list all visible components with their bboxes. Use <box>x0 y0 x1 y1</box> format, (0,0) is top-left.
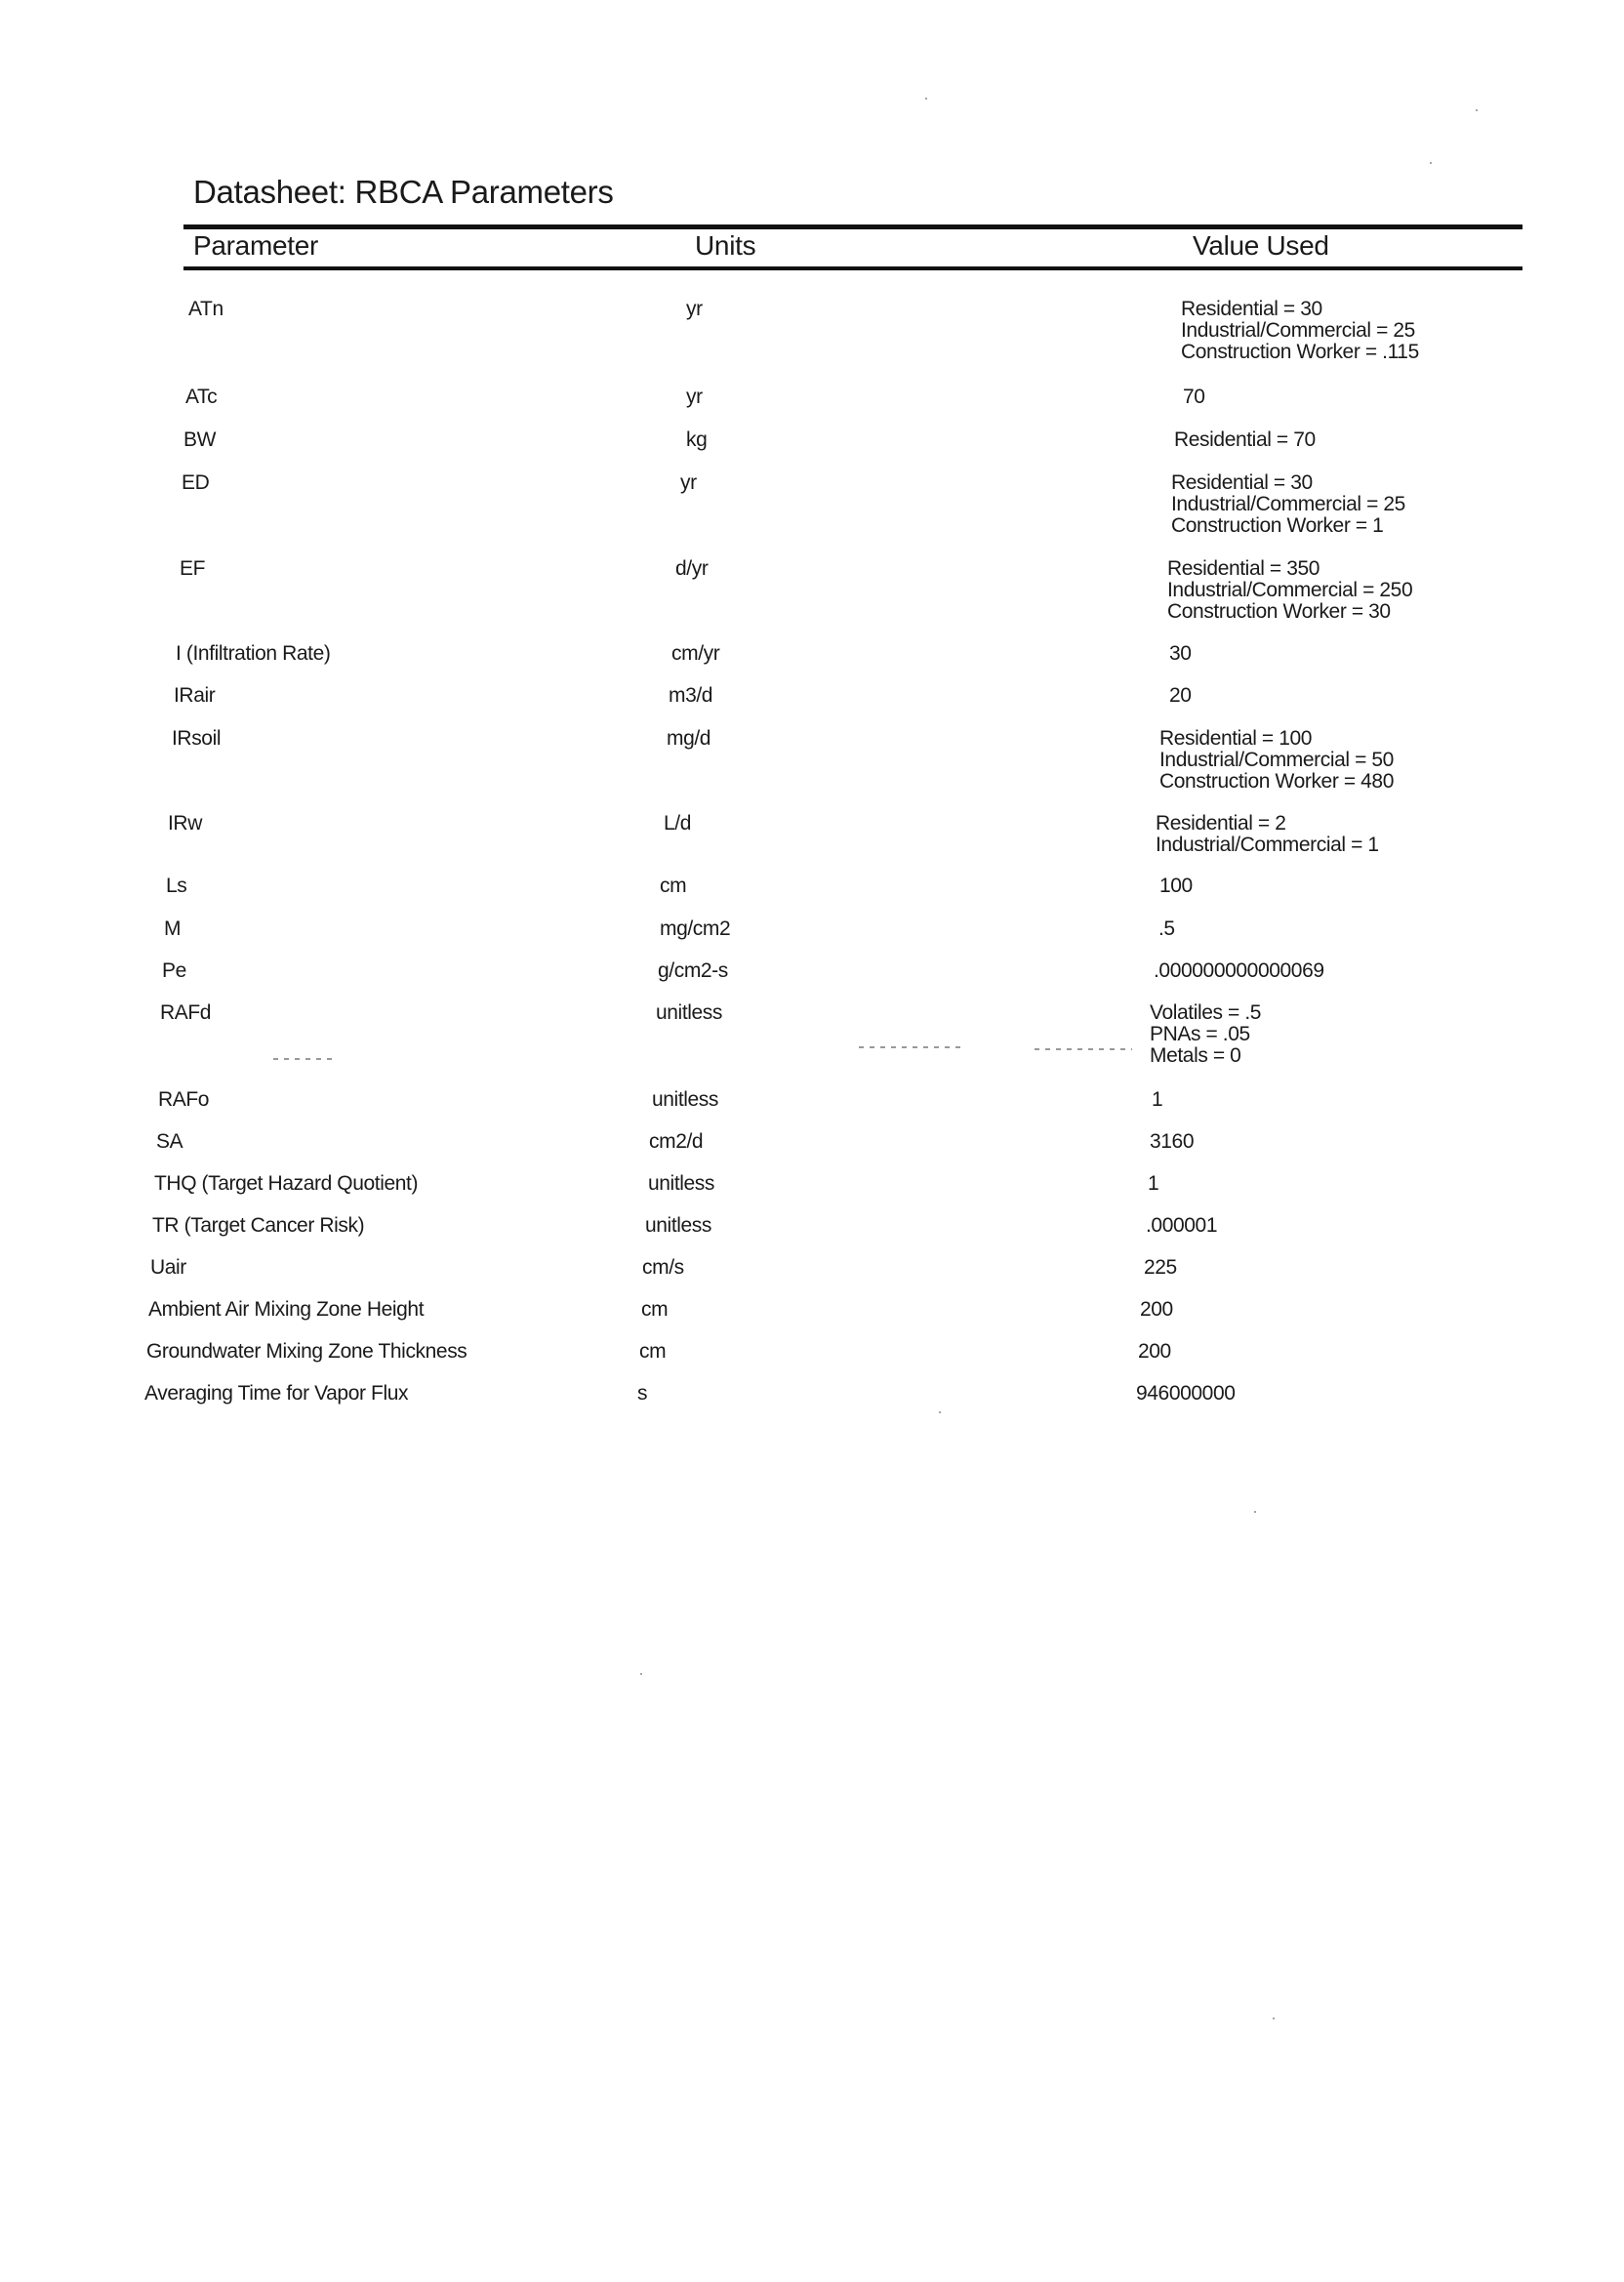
parameter-cell: Pe <box>162 959 186 982</box>
parameter-cell: TR (Target Cancer Risk) <box>152 1214 365 1237</box>
parameter-cell: Ls <box>166 875 187 897</box>
value-cell <box>1167 558 1412 623</box>
column-header-units: Units <box>695 230 756 261</box>
parameter-cell: I (Infiltration Rate) <box>176 642 331 665</box>
value-line: Construction Worker = 1 <box>1171 514 1384 537</box>
scan-speck <box>1476 109 1478 111</box>
value-cell <box>1159 728 1394 793</box>
page-title: Datasheet: RBCA Parameters <box>193 174 614 210</box>
parameter-cell: Uair <box>150 1256 186 1279</box>
units-cell: cm <box>639 1340 667 1363</box>
value-line: Industrial/Commercial = 50 <box>1159 749 1394 771</box>
scan-smudge <box>859 1046 966 1048</box>
value-line: Residential = 70 <box>1174 428 1316 451</box>
value-cell <box>1169 643 1192 665</box>
units-cell: yr <box>686 386 703 408</box>
header-rule-bottom <box>183 266 1522 270</box>
value-cell <box>1154 960 1324 982</box>
value-cell <box>1181 299 1419 363</box>
parameter-cell: THQ (Target Hazard Quotient) <box>154 1172 419 1195</box>
parameter-cell: Averaging Time for Vapor Flux <box>144 1382 409 1405</box>
column-header-value: Value Used <box>1193 230 1329 261</box>
value-line: Residential = 30 <box>1181 298 1322 320</box>
value-line: .000001 <box>1146 1214 1218 1237</box>
value-line: 1 <box>1148 1172 1159 1195</box>
scan-speck <box>1430 162 1432 164</box>
value-cell <box>1148 1173 1158 1195</box>
value-line: Residential = 30 <box>1171 471 1313 494</box>
value-cell <box>1146 1215 1217 1237</box>
value-line: 946000000 <box>1136 1382 1236 1405</box>
value-line: Residential = 100 <box>1159 727 1313 750</box>
units-cell: yr <box>686 298 703 320</box>
value-line: Residential = 350 <box>1167 557 1320 580</box>
value-line: Industrial/Commercial = 1 <box>1156 834 1379 856</box>
value-cell <box>1138 1341 1171 1363</box>
value-cell <box>1183 387 1205 408</box>
scan-speck <box>640 1673 642 1675</box>
value-line: Industrial/Commercial = 25 <box>1181 319 1415 342</box>
value-line: Construction Worker = 480 <box>1159 770 1394 793</box>
parameter-cell: RAFo <box>158 1088 210 1111</box>
scan-smudge <box>273 1058 332 1060</box>
value-line: Construction Worker = .115 <box>1181 341 1419 363</box>
units-cell: d/yr <box>675 557 709 580</box>
scan-smudge <box>1035 1048 1132 1050</box>
units-cell: cm <box>641 1298 669 1321</box>
value-cell <box>1150 1002 1261 1067</box>
scan-speck <box>1273 2017 1275 2019</box>
units-cell: g/cm2-s <box>658 959 728 982</box>
value-line: Residential = 2 <box>1156 812 1286 835</box>
value-line: Metals = 0 <box>1150 1044 1241 1067</box>
value-line: Volatiles = .5 <box>1150 1001 1262 1024</box>
value-line: Industrial/Commercial = 25 <box>1171 493 1405 515</box>
units-cell: unitless <box>652 1088 719 1111</box>
value-line: Industrial/Commercial = 250 <box>1167 579 1413 601</box>
parameter-cell: IRair <box>174 684 216 707</box>
parameter-cell: ATc <box>185 386 218 408</box>
units-cell: mg/d <box>667 727 711 750</box>
units-cell: cm/s <box>642 1256 684 1279</box>
units-cell: unitless <box>645 1214 712 1237</box>
value-cell <box>1159 876 1193 897</box>
value-cell <box>1171 472 1405 537</box>
value-line: 70 <box>1183 386 1205 408</box>
value-line: 30 <box>1169 642 1192 665</box>
value-cell <box>1156 813 1379 856</box>
parameter-cell: RAFd <box>160 1001 212 1024</box>
value-cell <box>1136 1383 1236 1405</box>
scan-speck <box>925 98 927 100</box>
units-cell: m3/d <box>669 684 713 707</box>
parameter-cell: Groundwater Mixing Zone Thickness <box>146 1340 467 1363</box>
parameter-cell: SA <box>156 1130 183 1153</box>
value-line: 3160 <box>1150 1130 1195 1153</box>
units-cell: mg/cm2 <box>660 917 731 940</box>
column-header-parameter: Parameter <box>193 230 319 261</box>
scan-speck <box>1254 1511 1256 1513</box>
units-cell: unitless <box>656 1001 723 1024</box>
parameter-cell: IRsoil <box>172 727 222 750</box>
scan-speck <box>939 1411 941 1413</box>
value-line: 200 <box>1138 1340 1171 1363</box>
value-line: 200 <box>1140 1298 1173 1321</box>
value-cell <box>1169 685 1192 707</box>
parameter-cell: Ambient Air Mixing Zone Height <box>148 1298 425 1321</box>
value-line: 225 <box>1144 1256 1177 1279</box>
units-cell: s <box>637 1382 648 1405</box>
parameter-cell: BW <box>183 428 217 451</box>
units-cell: L/d <box>664 812 691 835</box>
units-cell: cm/yr <box>671 642 720 665</box>
value-cell <box>1174 429 1316 451</box>
parameter-cell: IRw <box>168 812 202 835</box>
parameter-cell: ED <box>182 471 210 494</box>
value-line: 20 <box>1169 684 1192 707</box>
units-cell: yr <box>680 471 697 494</box>
parameter-cell: EF <box>180 557 206 580</box>
value-cell <box>1152 1089 1162 1111</box>
value-line: Construction Worker = 30 <box>1167 600 1391 623</box>
units-cell: cm2/d <box>649 1130 704 1153</box>
value-cell <box>1144 1257 1177 1279</box>
value-line: 1 <box>1152 1088 1163 1111</box>
header-rule-top <box>183 224 1522 229</box>
value-line: 100 <box>1159 875 1193 897</box>
units-cell: unitless <box>648 1172 715 1195</box>
parameter-cell: ATn <box>188 298 223 320</box>
value-cell <box>1150 1131 1194 1153</box>
units-cell: kg <box>686 428 708 451</box>
units-cell: cm <box>660 875 687 897</box>
value-cell <box>1140 1299 1173 1321</box>
parameter-cell: M <box>164 917 182 940</box>
value-line: .000000000000069 <box>1154 959 1324 982</box>
value-line: .5 <box>1158 917 1175 940</box>
value-line: PNAs = .05 <box>1150 1023 1250 1045</box>
value-cell <box>1158 918 1175 940</box>
